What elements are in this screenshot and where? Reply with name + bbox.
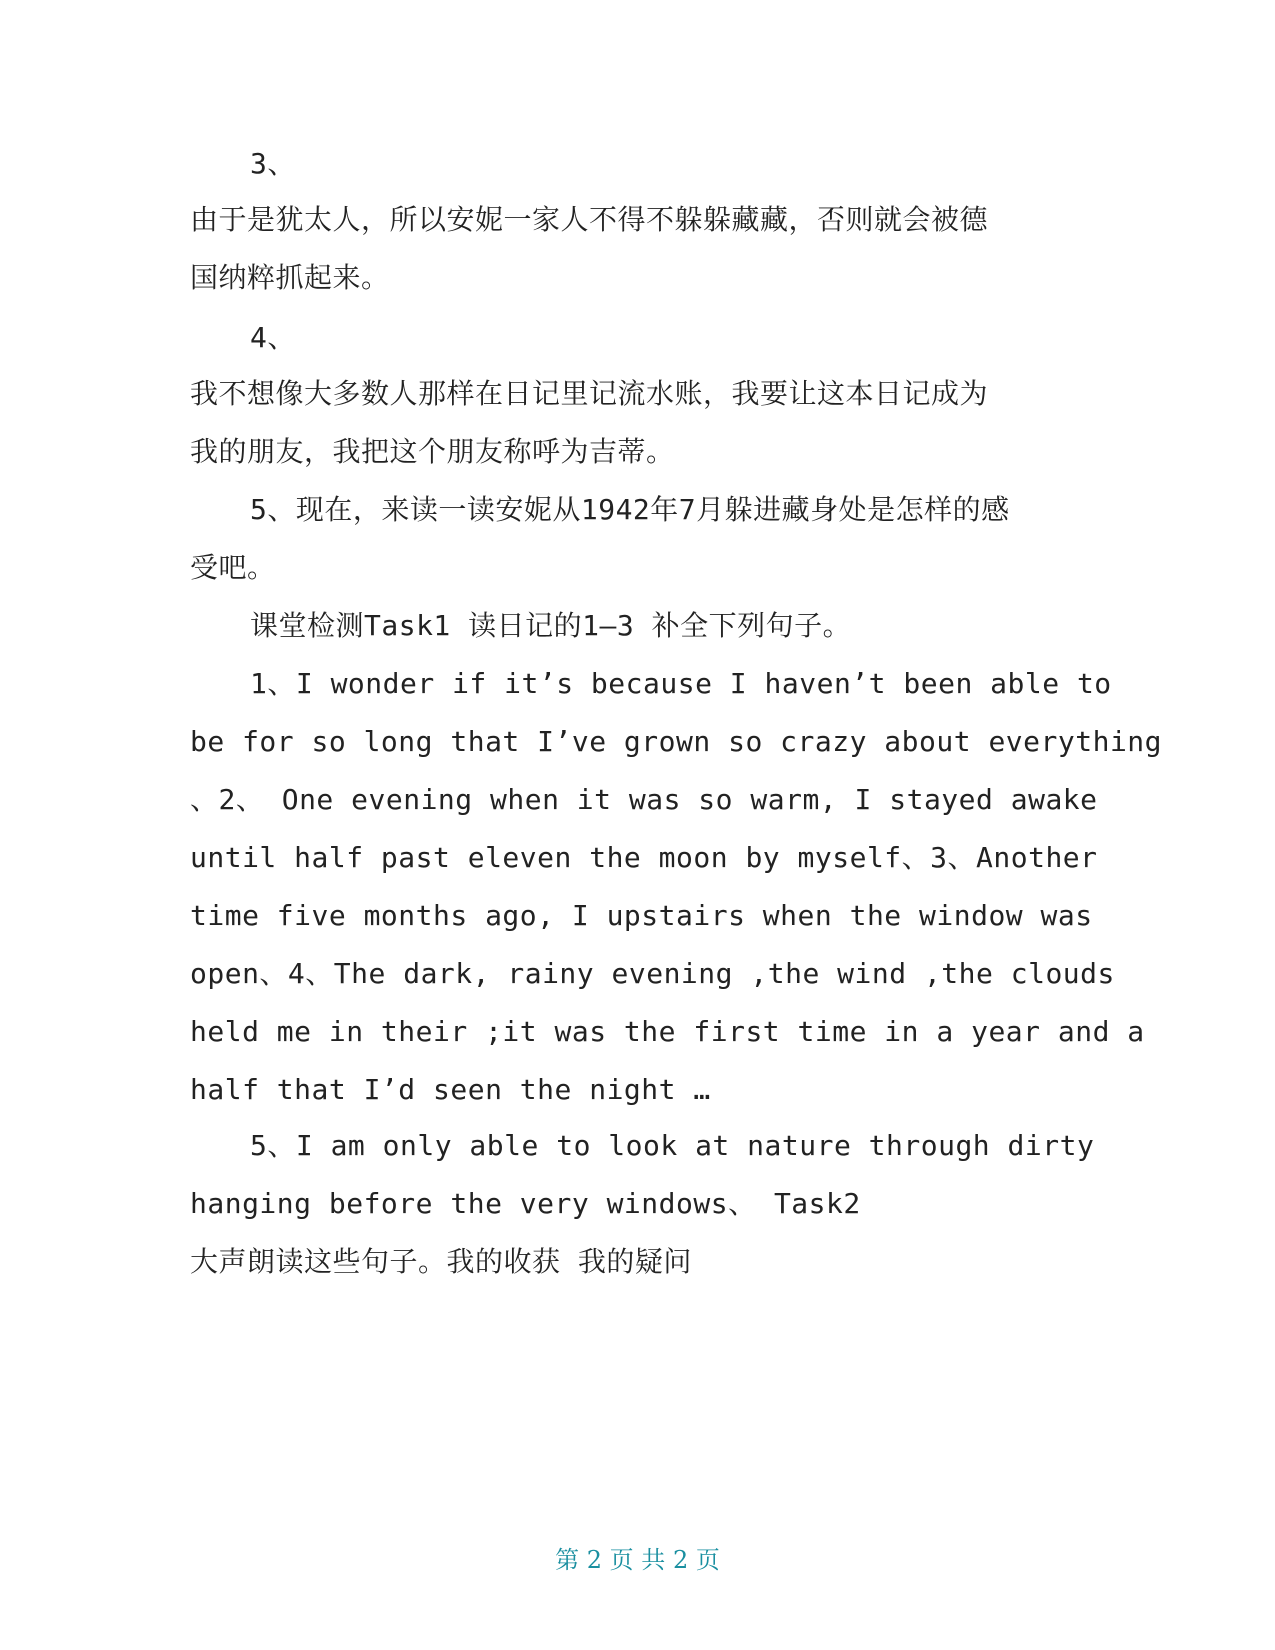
exercise-line: open、4、The dark, rainy evening ,the wind ,the clouds bbox=[190, 957, 1115, 990]
paragraph-line: 大声朗读这些句子。我的收获 我的疑问 bbox=[190, 1245, 692, 1278]
exercise-line: time five months ago, I upstairs when the window was bbox=[190, 899, 1093, 932]
exercise-line: 5、I am only able to look at nature through dirty bbox=[250, 1129, 1095, 1162]
paragraph-line: 由于是犹太人，所以安妮一家人不得不躲躲藏藏，否则就会被德 bbox=[190, 203, 989, 236]
exercise-line: until half past eleven the moon by myself、3、Another bbox=[190, 841, 1098, 874]
paragraph-line: 我的朋友，我把这个朋友称呼为吉蒂。 bbox=[190, 435, 675, 468]
item-number-4: 4、 bbox=[250, 321, 296, 354]
paragraph-line: 5、现在，来读一读安妮从1942年7月躲进藏身处是怎样的感 bbox=[250, 493, 1010, 526]
exercise-line: held me in their ;it was the first time in a year and a bbox=[190, 1015, 1145, 1048]
exercise-line: 、2、 One evening when it was so warm, I stayed awake bbox=[190, 783, 1098, 816]
exercise-line: be for so long that I’ve grown so crazy about everything bbox=[190, 725, 1163, 758]
paragraph-line: 我不想像大多数人那样在日记里记流水账，我要让这本日记成为 bbox=[190, 377, 989, 410]
section-heading: 课堂检测Task1 读日记的1—3 补全下列句子。 bbox=[250, 609, 852, 642]
exercise-line: hanging before the very windows、 Task2 bbox=[190, 1187, 861, 1220]
exercise-line: 1、I wonder if it’s because I haven’t been able to bbox=[250, 667, 1112, 700]
page-number-footer: 第 2 页 共 2 页 bbox=[555, 1546, 720, 1574]
paragraph-line: 国纳粹抓起来。 bbox=[190, 261, 390, 294]
paragraph-line: 受吧。 bbox=[190, 551, 276, 584]
item-number-3: 3、 bbox=[250, 147, 296, 180]
exercise-line: half that I’d seen the night … bbox=[190, 1073, 711, 1106]
